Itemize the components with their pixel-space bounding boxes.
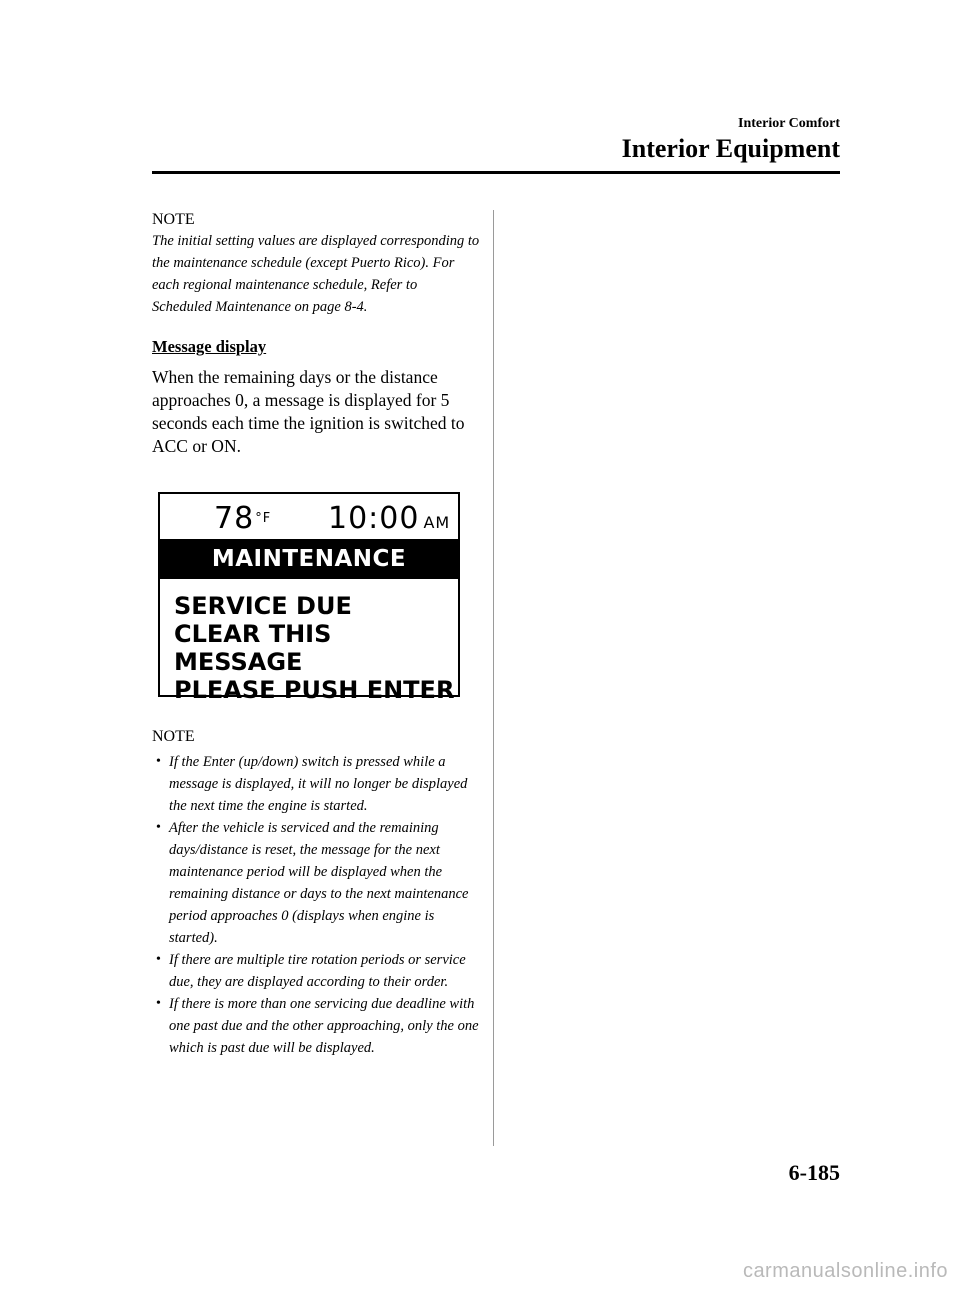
page-number: 6-185 — [788, 1160, 840, 1185]
column-divider — [493, 210, 494, 1146]
display-clock — [328, 502, 450, 540]
header-section: Interior Comfort — [738, 116, 840, 131]
note-text: The initial setting values are displayed corresponding to the maintenance schedule (except Puerto Rico). For each regional maintenance schedule, Refer to Scheduled Maintenance on page 8-4. — [152, 233, 480, 315]
list-item: • If there is more than one servicing due deadline with one past due and the other approaching, only the one which is past due will be displayed. — [152, 993, 480, 1059]
list-item: • If there are multiple tire rotation periods or service due, they are displayed according to their order. — [152, 949, 480, 993]
list-item: • After the vehicle is serviced and the remaining days/distance is reset, the message for the next maintenance period will be displayed when the remaining distance or days to the next maintenance period approaches 0 (displays when engine is started). — [152, 817, 480, 949]
note-label: NOTE — [152, 211, 195, 228]
display-temperature — [214, 502, 271, 536]
header-rule — [152, 171, 840, 174]
list-item: • If the Enter (up/down) switch is pressed while a message is displayed, it will no longer be displayed the next time the engine is started. — [152, 751, 480, 817]
display-temp-value: 78 — [214, 501, 255, 536]
display-temp-unit: °F — [255, 511, 272, 526]
display-line-3: PLEASE PUSH ENTER — [174, 676, 455, 704]
display-ampm: AM — [423, 513, 451, 532]
display-line-1: SERVICE DUE — [174, 592, 352, 620]
display-message — [174, 592, 458, 704]
display-banner: MAINTENANCE — [160, 539, 458, 579]
left-column — [152, 210, 480, 458]
maintenance-display-illustration — [158, 492, 460, 704]
note-bullet-list — [152, 751, 480, 1059]
body-paragraph: When the remaining days or the distance approaches 0, a message is displayed for 5 seconds each time the ignition is switched to ACC or ON. — [152, 367, 465, 456]
note-label: NOTE — [152, 728, 195, 745]
left-column-lower — [152, 727, 480, 1059]
watermark: carmanualsonline.info — [742, 1260, 948, 1282]
section-heading: Message display — [152, 337, 267, 356]
page-title: Interior Equipment — [621, 134, 840, 163]
display-time: 10:00 — [328, 501, 420, 536]
display-line-2: CLEAR THIS MESSAGE — [174, 620, 332, 676]
